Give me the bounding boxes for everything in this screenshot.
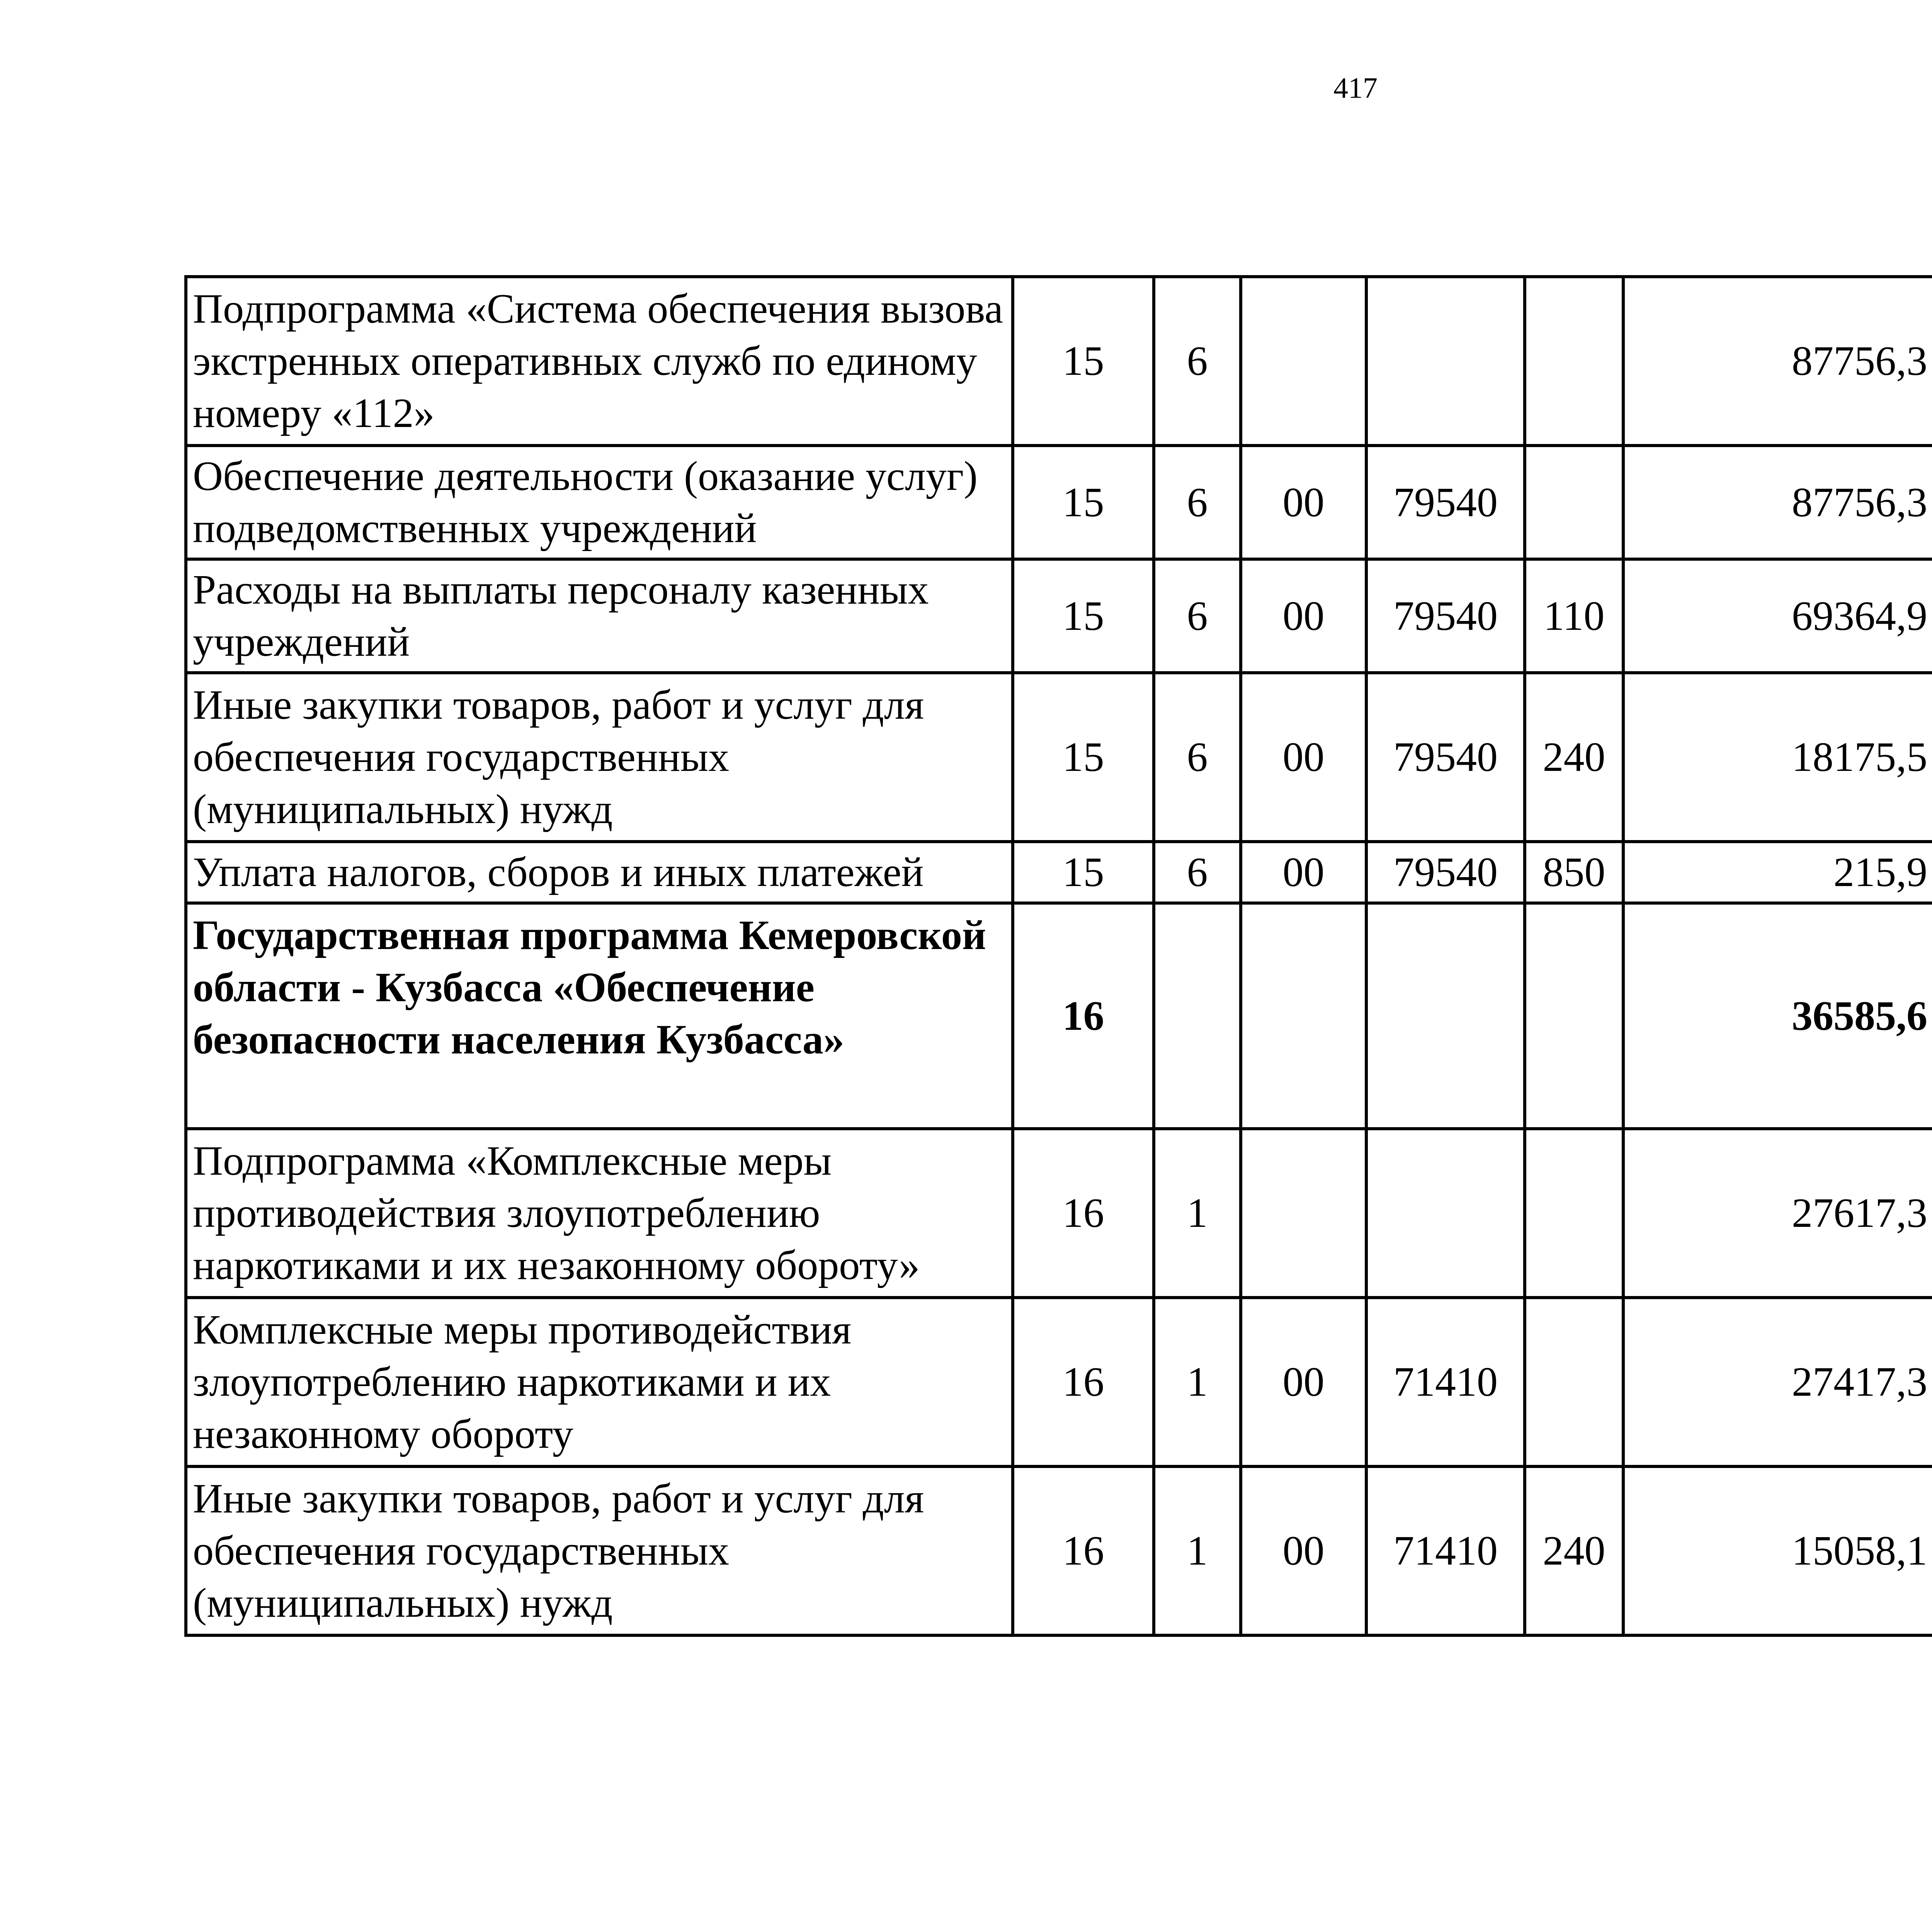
expense-code: 79540 xyxy=(1366,673,1525,842)
row-name: Подпрограмма «Система обеспечения вызова экстренных оперативных служб по единому номеру «112» xyxy=(186,277,1013,446)
amount-1: 18175,5 xyxy=(1623,673,1932,842)
subsection-code: 6 xyxy=(1154,277,1241,446)
expense-code xyxy=(1366,277,1525,446)
section-code: 16 xyxy=(1013,1298,1154,1466)
direction-code xyxy=(1241,903,1366,1129)
row-name: Обеспечение деятельности (оказание услуг) подведомственных учреждений xyxy=(186,446,1013,559)
expense-type-code: 110 xyxy=(1525,559,1623,673)
amount-1: 215,9 xyxy=(1623,842,1932,903)
page-number: 417 xyxy=(1333,72,1378,104)
amount-1: 87756,3 xyxy=(1623,277,1932,446)
direction-code xyxy=(1241,277,1366,446)
section-code: 16 xyxy=(1013,903,1154,1129)
row-name: Расходы на выплаты персоналу казенных учреждений xyxy=(186,559,1013,673)
amount-1: 27417,3 xyxy=(1623,1298,1932,1466)
row-name: Подпрограмма «Комплексные меры противодействия злоупотреблению наркотиками и их незаконному обороту» xyxy=(186,1129,1013,1298)
expense-type-code xyxy=(1525,446,1623,559)
expense-code: 71410 xyxy=(1366,1466,1525,1635)
direction-code: 00 xyxy=(1241,446,1366,559)
direction-code: 00 xyxy=(1241,842,1366,903)
subsection-code xyxy=(1154,903,1241,1129)
subsection-code: 1 xyxy=(1154,1298,1241,1466)
subsection-code: 6 xyxy=(1154,842,1241,903)
expense-type-code: 240 xyxy=(1525,1466,1623,1635)
subsection-code: 6 xyxy=(1154,559,1241,673)
expense-type-code: 240 xyxy=(1525,673,1623,842)
table-row xyxy=(186,1298,1932,1466)
direction-code: 00 xyxy=(1241,1298,1366,1466)
expense-code: 79540 xyxy=(1366,559,1525,673)
expense-code: 79540 xyxy=(1366,446,1525,559)
section-code: 16 xyxy=(1013,1129,1154,1298)
section-code: 15 xyxy=(1013,559,1154,673)
row-name: Иные закупки товаров, работ и услуг для обеспечения государственных (муниципальных) нужд xyxy=(186,673,1013,842)
table-row xyxy=(186,1129,1932,1298)
section-code: 16 xyxy=(1013,1466,1154,1635)
expense-type-code xyxy=(1525,277,1623,446)
section-code: 15 xyxy=(1013,842,1154,903)
section-code: 15 xyxy=(1013,673,1154,842)
expense-code: 79540 xyxy=(1366,842,1525,903)
section-code: 15 xyxy=(1013,446,1154,559)
expense-type-code xyxy=(1525,903,1623,1129)
direction-code: 00 xyxy=(1241,559,1366,673)
section-code: 15 xyxy=(1013,277,1154,446)
table-row xyxy=(186,1466,1932,1635)
direction-code: 00 xyxy=(1241,673,1366,842)
table-row xyxy=(186,277,1932,446)
row-name: Государственная программа Кемеровской области - Кузбасса «Обеспечение безопасности населения Кузбасса» xyxy=(186,903,1013,1129)
expense-type-code xyxy=(1525,1129,1623,1298)
expense-code xyxy=(1366,1129,1525,1298)
subsection-code: 6 xyxy=(1154,446,1241,559)
row-name: Уплата налогов, сборов и иных платежей xyxy=(186,842,1013,903)
row-name: Иные закупки товаров, работ и услуг для обеспечения государственных (муниципальных) нужд xyxy=(186,1466,1013,1635)
direction-code xyxy=(1241,1129,1366,1298)
expense-type-code: 850 xyxy=(1525,842,1623,903)
amount-1: 87756,3 xyxy=(1623,446,1932,559)
table-row xyxy=(186,673,1932,842)
amount-1: 69364,9 xyxy=(1623,559,1932,673)
table-row xyxy=(186,559,1932,673)
table-row xyxy=(186,903,1932,1129)
expense-code xyxy=(1366,903,1525,1129)
table-row xyxy=(186,446,1932,559)
subsection-code: 1 xyxy=(1154,1466,1241,1635)
amount-1: 36585,6 xyxy=(1623,903,1932,1129)
amount-1: 27617,3 xyxy=(1623,1129,1932,1298)
subsection-code: 6 xyxy=(1154,673,1241,842)
row-name: Комплексные меры противодействия злоупотреблению наркотиками и их незаконному обороту xyxy=(186,1298,1013,1466)
budget-table xyxy=(184,275,1932,1637)
direction-code: 00 xyxy=(1241,1466,1366,1635)
expense-code: 71410 xyxy=(1366,1298,1525,1466)
expense-type-code xyxy=(1525,1298,1623,1466)
subsection-code: 1 xyxy=(1154,1129,1241,1298)
table-row xyxy=(186,842,1932,903)
amount-1: 15058,1 xyxy=(1623,1466,1932,1635)
